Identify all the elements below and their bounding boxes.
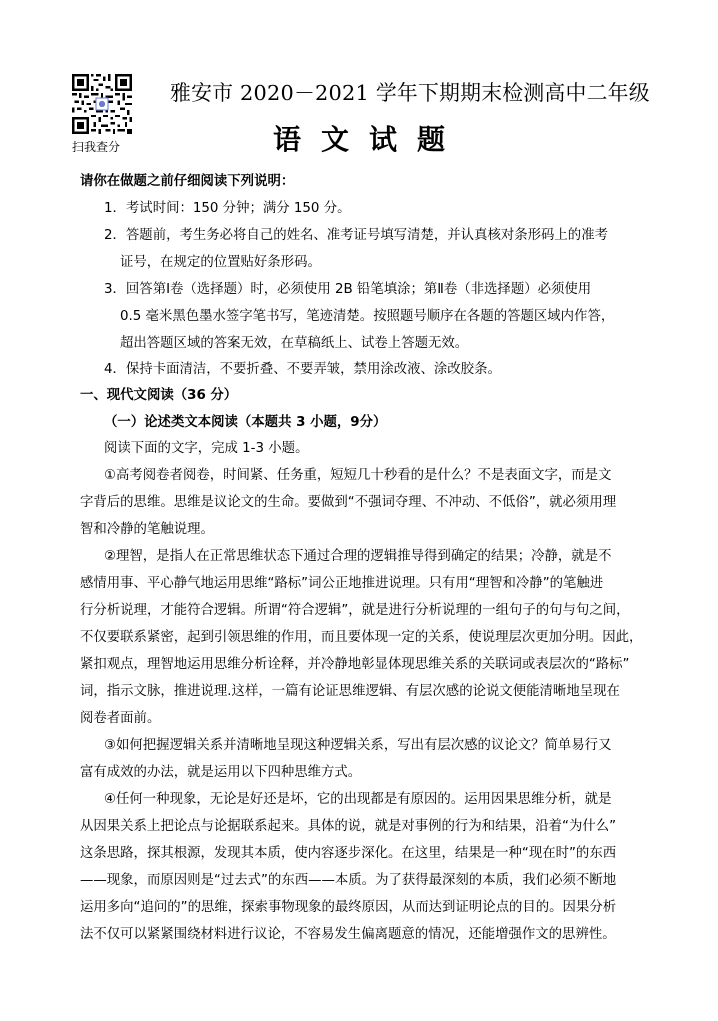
qr-caption: 扫我查分: [72, 140, 121, 154]
instruction-item-4: 4．保持卡面清洁，不要折叠、不要弄皱，禁用涂改液、涂改胶条。: [104, 362, 501, 377]
instruction-item-3-line-3: 超出答题区域的答案无效，在草稿纸上、试卷上答题无效。: [120, 336, 469, 351]
subsection-heading: （一）论述类文本阅读（本题共 3 小题，9分）: [104, 415, 387, 430]
passage-p4-line-5: 运用多向“追问的”的思维，探索事物现象的最终原因，从而达到证明论点的目的。因果分析: [80, 900, 617, 915]
instructions-heading: 请你在做题之前仔细阅读下列说明：: [80, 174, 295, 189]
instruction-item-2-line-2: 证号，在规定的位置贴好条形码。: [120, 255, 321, 270]
subject-title-text: 语文试题: [272, 123, 465, 156]
passage-p2-line-1: ②理智，是指人在正常思维状态下通过合理的逻辑推导得到确定的结果；冷静，就是不: [104, 549, 612, 564]
passage-p4-line-6: 法不仅可以紧紧围绕材料进行议论，不容易发生偏离题意的情况，还能增强作文的思辨性。: [80, 927, 616, 942]
instruction-item-3-line-2: 0.5 毫米黑色墨水签字笔书写，笔迹清楚。按照题号顺序在各题的答题区域内作答，: [120, 309, 615, 324]
passage-p4-line-3: 这条思路，探其根源，发现其本质，使内容逐步深化。在这里，结果是一种“现在时”的东西: [80, 846, 617, 861]
passage-p2-line-3: 行分析说理，才能符合逻辑。所谓“符合逻辑”，就是进行分析说理的一组句子的句与句之间，: [80, 603, 630, 618]
passage-p4-line-1: ④任何一种现象，无论是好还是坏，它的出现都是有原因的。运用因果思维分析，就是: [104, 792, 612, 807]
passage-p2-line-2: 感情用事、平心静气地运用思维“路标”词公正地推进说理。只有用“理智和冷静”的笔触进: [80, 576, 604, 591]
instruction-item-2-line-1: 2．答题前，考生务必将自己的姓名、准考证号填写清楚，并认真核对条形码上的准考: [104, 228, 608, 243]
passage-p1-line-3: 智和冷静的笔触说理。: [80, 522, 214, 537]
subject-title: [0, 122, 718, 158]
section-heading: 一、现代文阅读（36 分）: [80, 388, 238, 403]
passage-p3-line-2: 富有成效的办法，就是运用以下四种思维方式。: [80, 765, 362, 780]
passage-p2-line-7: 阅卷者面前。: [80, 711, 161, 726]
passage-p2-line-6: 词，指示文脉，推进说理.这样，一篇有论证思维逻辑、有层次感的论说文便能清晰地呈现在: [80, 684, 620, 699]
passage-p3-line-1: ③如何把握逻辑关系并清晰地呈现这种逻辑关系，写出有层次感的议论文？简单易行又: [104, 738, 612, 753]
passage-p1-line-2: 字背后的思维。思维是议论文的生命。要做到“不强词夺理、不冲动、不低俗”，就必须用理: [80, 495, 617, 510]
passage-p4-line-4: ——现象，而原因则是“过去式”的东西——本质。为了获得最深刻的本质，我们必须不断地: [80, 873, 617, 888]
instruction-item-1: 1．考试时间：150 分钟；满分 150 分。: [104, 201, 351, 216]
reading-prompt: 阅读下面的文字，完成 1-3 小题。: [104, 441, 309, 456]
instruction-item-3-line-1: 3．回答第Ⅰ卷（选择题）时，必须使用 2B 铅笔填涂；第Ⅱ卷（非选择题）必须使用: [104, 282, 592, 297]
passage-p2-line-5: 紧扣观点，理智地运用思维分析诠释，并冷静地彰显体现思维关系的关联词或表层次的“路标”: [80, 657, 630, 672]
passage-p1-line-1: ①高考阅卷者阅卷，时间紧、任务重，短短几十秒看的是什么？不是表面文字，而是文: [104, 468, 612, 483]
passage-p4-line-2: 从因果关系上把论点与论据联系起来。具体的说，就是对事例的行为和结果，沿着“为什么”: [80, 819, 617, 834]
passage-p2-line-4: 不仅要联系紧密，起到引领思维的作用，而且要体现一定的关系，使说理层次更加分明。因此，: [80, 630, 643, 645]
exam-title: 雅安市 2020－2021 学年下期期末检测高中二年级: [170, 81, 650, 105]
